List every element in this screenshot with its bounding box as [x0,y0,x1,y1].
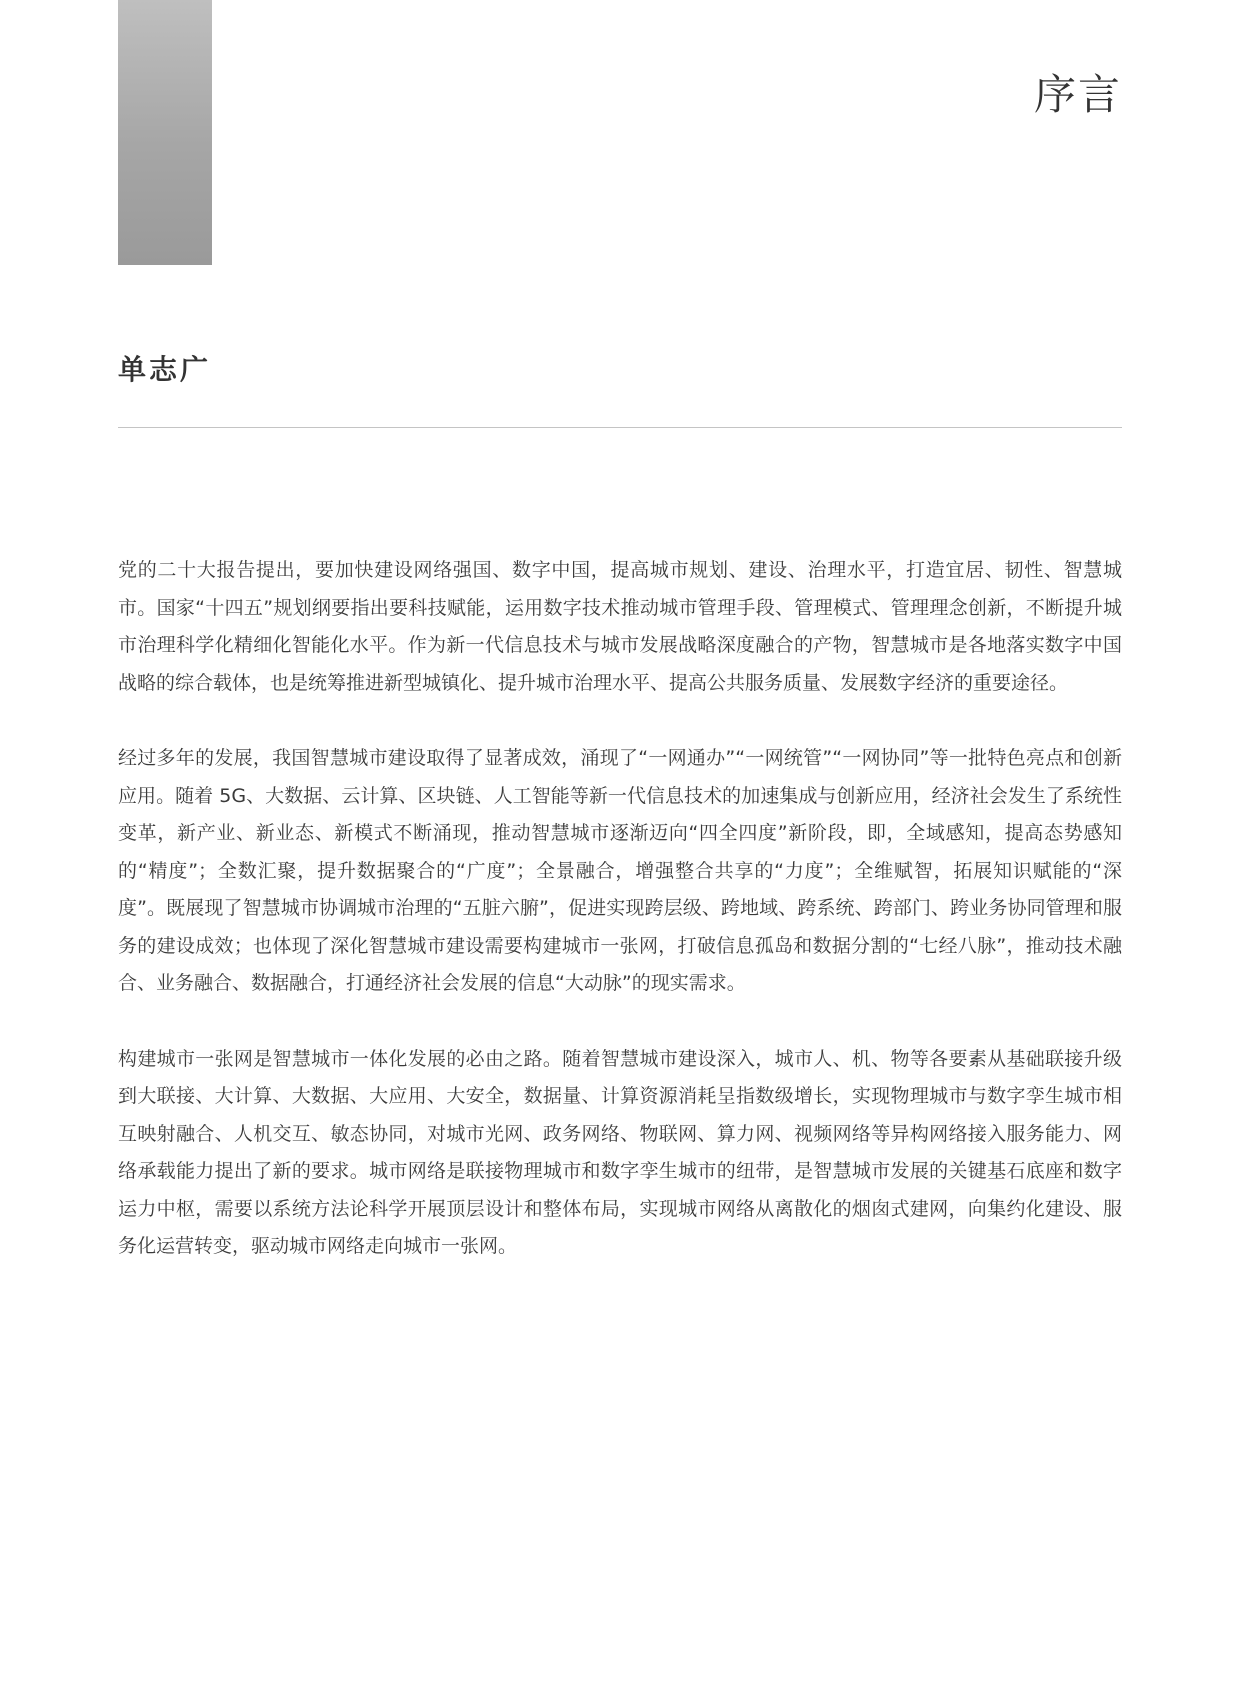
paragraph-1: 党的二十大报告提出，要加快建设网络强国、数字中国，提高城市规划、建设、治理水平，打造宜居、韧性、智慧城市。国家“十四五”规划纲要指出要科技赋能，运用数字技术推动城市管理手段、管理模式、管理理念创新，不断提升城市治理科学化精细化智能化水平。作为新一代信息技术与城市发展战略深度融合的产物，智慧城市是各地落实数字中国战略的综合载体，也是统筹推进新型城镇化、提升城市治理水平、提高公共服务质量、发展数字经济的重要途径。 [118,559,1122,694]
paragraph-3: 构建城市一张网是智慧城市一体化发展的必由之路。随着智慧城市建设深入，城市人、机、物等各要素从基础联接升级到大联接、大计算、大数据、大应用、大安全，数据量、计算资源消耗呈指数级增长，实现物理城市与数字孪生城市相互映射融合、人机交互、敏态协同，对城市光网、政务网络、物联网、算力网、视频网络等异构网络接入服务能力、网络承载能力提出了新的要求。城市网络是联接物理城市和数字孪生城市的纽带，是智慧城市发展的关键基石底座和数字运力中枢，需要以系统方法论科学开展顶层设计和整体布局，实现城市网络从离散化的烟囱式建网，向集约化建设、服务化运营转变，驱动城市网络走向城市一张网。 [118,1047,1122,1257]
page-title: 序言 [1033,70,1122,119]
decorative-side-bar [118,0,212,265]
author-name: 单志广 [118,353,212,386]
divider [118,427,1122,428]
body-text [118,552,1122,1304]
paragraph-2: 经过多年的发展，我国智慧城市建设取得了显著成效，涌现了“一网通办”“一网统管”“一网协同”等一批特色亮点和创新应用。随着 5G、大数据、云计算、区块链、人工智能等新一代信息技术的加速集成与创新应用，经济社会发生了系统性变革，新产业、新业态、新模式不断涌现，推动智慧城市逐渐迈向“四全四度”新阶段，即，全域感知，提高态势感知的“精度”；全数汇聚，提升数据聚合的“广度”；全景融合，增强整合共享的“力度”；全维赋智，拓展知识赋能的“深度”。既展现了智慧城市协调城市治理的“五脏六腑”，促进实现跨层级、跨地域、跨系统、跨部门、跨业务协同管理和服务的建设成效；也体现了深化智慧城市建设需要构建城市一张网，打破信息孤岛和数据分割的“七经八脉”，推动技术融合、业务融合、数据融合，打通经济社会发展的信息“大动脉”的现实需求。 [118,747,1122,994]
